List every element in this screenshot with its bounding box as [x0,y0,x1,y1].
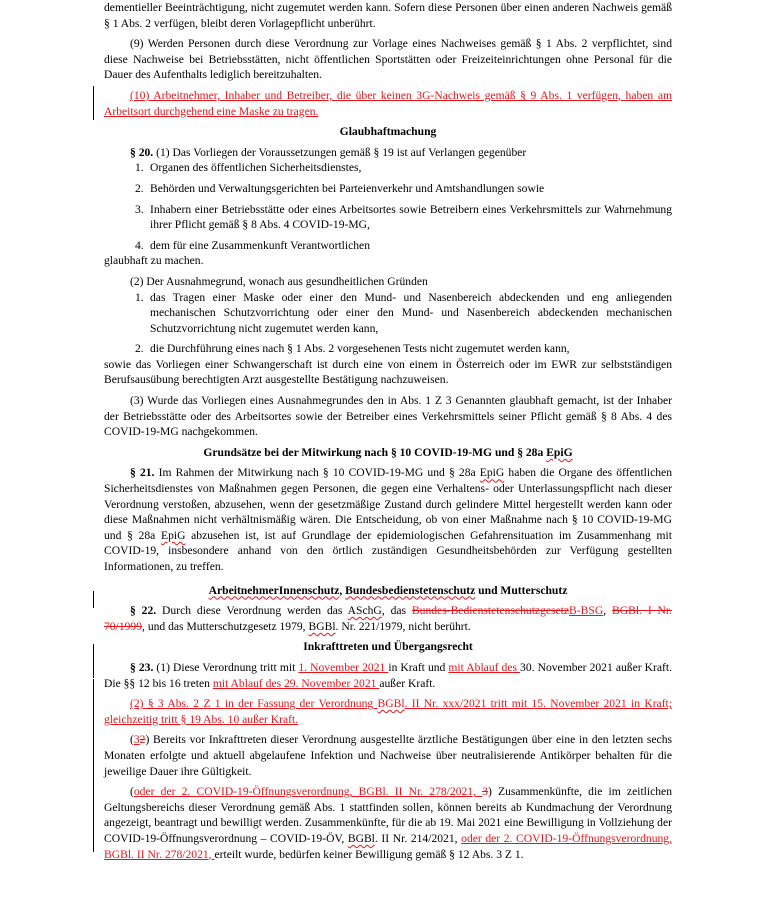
section-text: ( [130,733,134,747]
change-bar [93,86,94,120]
list-item [104,202,672,233]
list-text: das Tragen einer Maske oder einer den Mund- und Nasenbereich abdeckenden und eng anliegenden mechanischen Schutzvorrichtung oder einer den Mund- und Nasenbereich abdeckenden mechanischen Schutzvorrichtung nicht zugemutet werden kann, [150,290,672,335]
inserted-text: . II Nr. xxx/2021 tritt mit 15. November 2021 in Kraft; gleichzeitig tritt § 19 Abs. 10 außer Kraft. [104,697,672,726]
term-epig: EpiG [479,466,505,480]
list-item [104,238,672,254]
list-number: 1. [135,290,144,304]
change-bar [93,591,94,608]
section-20-2-list [104,290,672,357]
section-number: § 21. [130,466,155,480]
paragraph-19-9: (9) Werden Personen durch diese Verordnung zur Vorlage eines Nachweises gemäß § 1 Abs. 2 verpflichtet, sind diese Nachweise bei Betriebsstätten, nicht öffentlichen Sportstätten oder Freizeiteinrichtungen ohne Personal für die Dauer des Aufenthalts lediglich bereitzuhalten. [104,37,672,82]
section-23-2-inserted [104,696,672,727]
inserted-text: B-BSG [569,604,604,618]
heading-arbeitnehmerschutz: ArbeitnehmerInnenschutz, Bundesbedienstetenschutz und Mutterschutz [208,583,568,597]
section-text: außer Kraft. [379,676,436,690]
section-21 [104,465,672,574]
list-text: die Durchführung eines nach § 1 Abs. 2 vorgesehenen Tests nicht zugemutet werden kann, [150,342,570,356]
list-item [104,290,672,337]
paragraph-top: dementieller Beeinträchtigung, nicht zugemutet werden kann. Sofern diese Personen über einen anderen Nachweis gemäß § 1 Abs. 2 verfügen, bleibt deren Vorlagepflicht unberührt. [104,1,672,30]
list-number: 2. [135,342,144,356]
heading-text: Grundsätze bei der Mitwirkung nach § 10 COVID-19-MG und § 28a [203,445,547,459]
inserted-text: oder der 2. COVID-19-Öffnungsverordnung, BGBl. II Nr. 278/2021, [104,831,673,861]
section-text: . Nr. 221/1979, nicht berührt. [335,619,471,633]
term-bgbl: BGBl [347,831,375,845]
section-23-4 [104,784,672,862]
heading-text: und Mutterschutz [475,583,568,597]
inserted-term-bgbl: BGBl [377,697,405,711]
inserted-number: 3 [133,733,140,747]
list-item [104,341,672,357]
term-bgbl: BGBl [308,619,336,633]
section-20-2-intro: (2) Der Ausnahmegrund, wonach aus gesundheitlichen Gründen [130,274,428,288]
section-text: Durch diese Verordnung werden das [162,604,348,618]
change-bar [93,644,94,678]
section-20-3: (3) Wurde das Vorliegen eines Ausnahmegrundes den in Abs. 1 Z 3 Genannten glaubhaft gemacht, ist der Inhaber der Betriebsstätte oder des Arbeitsortes sowie der Betreiber eines Verkehrsmittels seiner Pflicht gemäß § 8 Abs. 4 des COVID-19-MG nachgekommen. [104,394,672,439]
section-text: ) Zusammenkünfte, die im zeitlichen Geltungsbereichs dieser Verordnung gemäß Abs. 1 stattfinden sollen, können bereits ab Kundmachung der Verordnung angezeigt, beantragt und bewilligt werden. Zusammenkünfte, für die ab 19. Mai 2021 eine Bewilligung in Vollziehung der COVID-19-Öffnungsverordnung – COVID-19-ÖV, [104,785,672,845]
heading-grundsaetze [104,445,672,461]
section-text: , und das Mutterschutzgesetz 1979, [142,619,309,633]
list-item [104,160,672,176]
section-text: (1) Das Vorliegen der Voraussetzungen gemäß § 19 ist auf Verlangen gegenüber [156,145,527,159]
section-text: in Kraft und [388,660,449,674]
section-20-intro [104,145,672,161]
section-22 [104,603,672,634]
change-bar [93,679,94,713]
section-text: , [603,604,612,618]
section-text: ( [130,785,134,799]
list-number: 1. [135,161,144,175]
heading-inkrafttreten: Inkrafttreten und Übergangsrecht [303,640,473,654]
section-text: erteilt wurde, bedürfen keiner Bewilligung gemäß § 12 Abs. 3 Z 1. [214,847,524,861]
section-number: § 23. [130,660,154,674]
heading-text-epig: EpiG [546,445,573,459]
section-text: haben die Organe des öffentlichen Sicherheitsdienstes von Maßnahmen gegen Personen, die gegen eine Verhaltens- oder Unterlassungspflicht nach dieser Verordnung verstoßen, abzusehen, wenn der gesetzmäßige Zustand durch gelindere Mittel hergestellt werden kann oder diese Maßnahmen nicht verhältnismäßig wären. Die Entscheidung, ob von einer Maßnahme nach § 10 COVID-19-MG und § 28a [104,466,673,542]
document-body [104,0,672,862]
section-text: ) Bereits vor Inkrafttreten dieser Verordnung ausgestellte ärztliche Bestätigungen über eine in den letzten sechs Monaten erfolgte und aktuell abgelaufene Infektion und Nachweise über neutralisierende Antikörper behalten für die jeweilige Dauer ihre Gültigkeit. [104,733,672,778]
list-text: Inhabern einer Betriebsstätte oder eines Arbeitsortes sowie Betreibern eines Verkehrsmittels zur Wahrnehmung ihrer Pflicht gemäß § 8 Abs. 4 COVID-19-MG, [150,202,672,232]
heading-text: Bundesbedienstetenschutz [345,583,476,597]
list-text: Behörden und Verwaltungsgerichten bei Parteienverkehr und Amtshandlungen sowie [150,181,545,195]
inserted-text: 1. November 2021 [298,660,389,674]
list-text: Organen des öffentlichen Sicherheitsdienstes, [150,161,362,175]
deleted-number: 2 [139,733,146,747]
section-text: (1) Diese Verordnung tritt mit [156,660,299,674]
deleted-number: 3 [482,785,488,799]
heading-text: ArbeitnehmerInnenschutz [208,583,340,597]
list-number: 4. [135,238,144,252]
section-23-1 [104,660,672,691]
term-aschg: ASchG [347,604,382,618]
section-number: § 20. [130,145,154,159]
deleted-text: Bundes-Bedienstetenschutzgesetz [411,604,570,618]
term-epig: EpiG [160,528,186,542]
section-text: , das [381,604,412,618]
inserted-text: (2) § 3 Abs. 2 Z 1 in der Fassung der Verordnung [130,697,378,711]
section-text: 30. November 2021 außer Kraft. Die §§ 12 bis 16 treten [104,660,672,690]
list-number: 3. [135,202,144,216]
list-text: dem für eine Zusammenkunft Verantwortlichen [150,238,370,252]
list-number: 2. [135,181,144,195]
inserted-text: (10) Arbeitnehmer, Inhaber und Betreiber, die über keinen 3G-Nachweis gemäß § 9 Abs. 1 verfügen, haben am Arbeitsort durchgehend eine Maske zu tragen. [104,88,672,118]
section-text: abzusehen ist, ist auf Grundlage der epidemiologischen Gefahrensituation im Zusammenhang mit COVID-19, insbesondere anhand von den örtlich zuständigen Gesundheitsbehörden zur Verfügung gestellten Informationen, zu treffen. [104,528,672,573]
section-text: Im Rahmen der Mitwirkung nach § 10 COVID-19-MG und § 28a [158,466,480,480]
deleted-text: BGBl. I Nr. 70/1999 [104,604,673,633]
change-bar [93,762,94,852]
inserted-number: oder der 2. COVID-19-Öffnungsverordnung, BGBl. II Nr. 278/2021, [133,785,483,799]
section-text: . II Nr. 214/2021, [374,831,462,845]
section-20-end: glaubhaft zu machen. [104,254,204,268]
change-bar [93,712,94,762]
section-20-list [104,160,672,253]
inserted-text: mit Ablauf des [448,660,521,674]
section-23-3 [104,732,672,779]
paragraph-19-10-inserted [104,88,672,119]
section-20-2-end: sowie das Vorliegen einer Schwangerschaft ist durch eine von einem in Österreich oder im EWR zur selbstständigen Berufsausübung berechtigten Arzt ausgestellte Bestätigung nachzuweisen. [104,357,672,387]
heading-glaubhaftmachung: Glaubhaftmachung [339,125,437,139]
list-item [104,181,672,197]
section-number: § 22. [130,604,157,618]
inserted-text: mit Ablauf des 29. November 2021 [212,676,380,690]
